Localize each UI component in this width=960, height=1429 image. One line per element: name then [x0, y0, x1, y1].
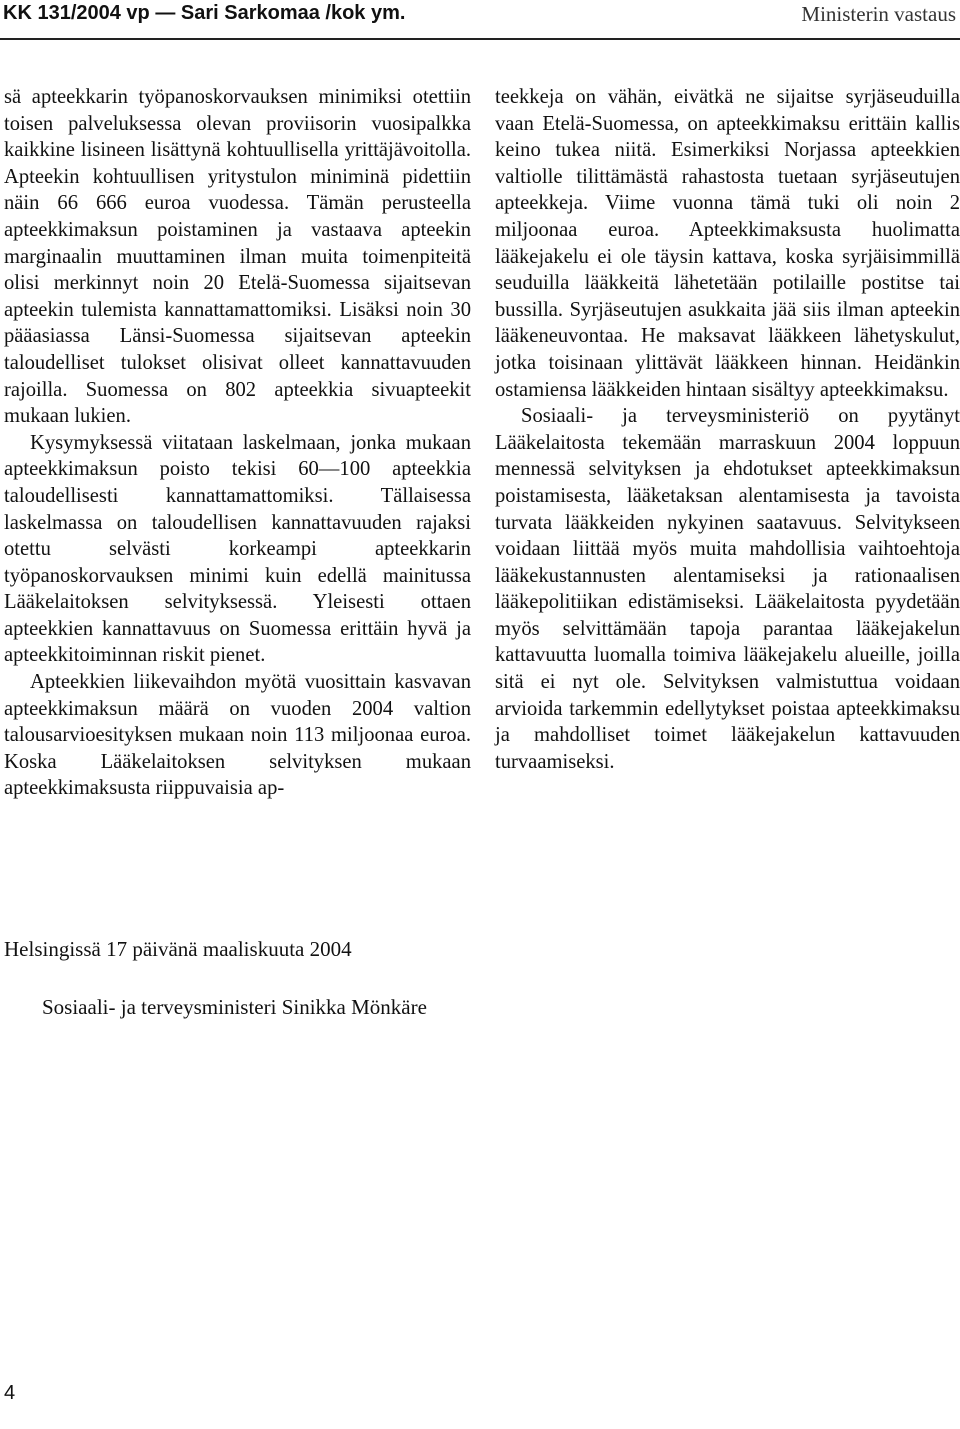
- place-and-date: Helsingissä 17 päivänä maaliskuuta 2004: [4, 937, 352, 961]
- header-section-title: Ministerin vastaus: [801, 2, 956, 26]
- header-rule: [0, 38, 960, 40]
- page-number: 4: [4, 1382, 16, 1404]
- paragraph: Kysymyksessä viitataan laskelmaan, jonka mukaan apteekkimaksun poisto tekisi 60—100 apteekkia taloudellisesti kannattamattomiksi. Tällaisessa laskelmassa on taloudellisen kannattavuuden rajaksi otettu selvästi korkeampi apteekkarin työpanoskorvauksen minimi kuin edellä mainitussa Lääkelaitoksen selvityksessä. Yleisesti ottaen apteekkien kannattavuus on Suomessa erittäin hyvä ja apteekkitoiminnan riskit pienet.: [4, 431, 471, 667]
- paragraph: teekkeja on vähän, eivätkä ne sijaitse syrjäseuduilla vaan Etelä-Suomessa, on apteekkimaksu erittäin kallis keino tukea niitä. Esimerkiksi Norjassa apteekkien valtiolle tilittämästä rahastosta tuetaan syrjäseutujen apteekkeja. Viime vuonna tämä tuki oli noin 2 miljoonaa euroa. Apteekkimaksusta huolimatta lääkejakelu ei ole täysin kattava, koska syrjäisimmillä seuduilla lääkkeitä lähetetään potilaille postitse tai bussilla. Syrjäseutujen asukkaita jää siis ilman apteekin lääkeneuvontaa. He maksavat lääkkeen lähetyskulut, jotka toisinaan ylittävät lääkkeen hinnan. Heidänkin ostamiensa lääkkeiden hintaan sisältyy apteekkimaksu.: [495, 86, 960, 401]
- paragraph: Sosiaali- ja terveysministeriö on pyytänyt Lääkelaitosta tekemään marraskuun 2004 loppuun mennessä selvityksen ja ehdotukset apteekkimaksun poistamisesta, lääketaksan alentamisesta ja tavoista turvata lääkkeiden nykyinen saatavuus. Selvitykseen voidaan liittää myös muita mahdollisia vaihtoehtoja lääkekustannusten alentamiseksi ja rationaalisen lääkepolitiikan edistämiseksi. Lääkelaitosta pyydetään myös selvittämään tapoja parantaa lääkejakelun kattavuutta luomalla toimiva lääkejakelu alueille, joilla sitä ei nyt ole. Selvityksen valmistuttua voidaan arvioida tarkemmin edellytykset poistaa apteekkimaksu ja mahdolliset toimet lääkejakelun kattavuuden turvaamiseksi.: [495, 405, 960, 773]
- paragraph: Apteekkien liikevaihdon myötä vuosittain kasvavan apteekkimaksun määrä on vuoden 2004 valtion talousarvioesityksen mukaan noin 113 miljoonaa euroa. Koska Lääkelaitoksen selvityksen mukaan apteekkimaksusta riippuvaisia ap-: [4, 671, 471, 800]
- paragraph: sä apteekkarin työpanoskorvauksen minimiksi otettiin toisen palveluksessa olevan proviisorin vuosipalkka kaikkine lisineen lisättynä kohtuullisella yrittäjävoitolla. Apteekin kohtuullisen yritystulon miniminä pidettiin näin 66 666 euroa vuodessa. Tämän perusteella apteekkimaksun poistaminen ja vastaava apteekin marginaalin muuttaminen ilman muita toimenpiteitä olisi merkinnyt noin 20 Etelä-Suomessa sijaitsevan apteekin tulemista kannattamattomiksi. Lisäksi noin 30 pääasiassa Länsi-Suomessa sijaitsevan apteekin taloudelliset tulokset olisivat olleet kannattavuuden rajoilla. Suomessa on 802 apteekkia sivuapteekit mukaan lukien.: [4, 86, 471, 428]
- left-column: [4, 84, 471, 802]
- right-column: [495, 84, 960, 775]
- header-reference: KK 131/2004 vp — Sari Sarkomaa /kok ym.: [3, 2, 406, 24]
- signature-line: Sosiaali- ja terveysministeri Sinikka Mönkäre: [42, 995, 427, 1019]
